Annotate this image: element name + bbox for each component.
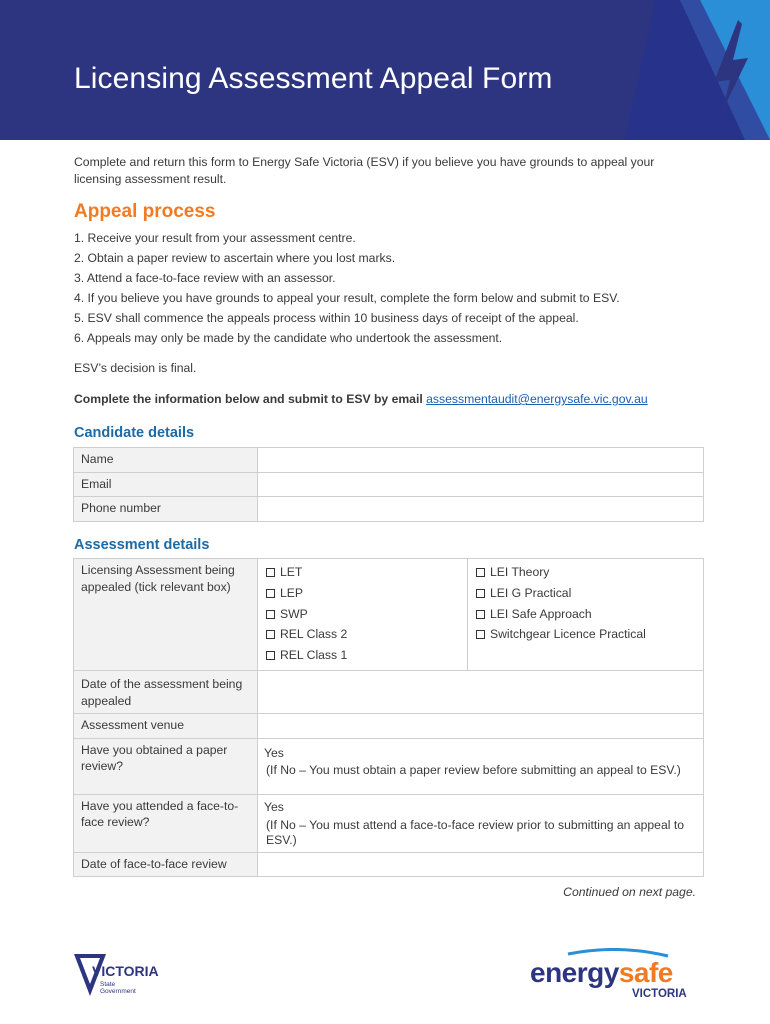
checkbox-icon[interactable] [476,568,485,577]
checkbox-lei-safe-approach[interactable] [476,606,703,627]
victoria-state-government-logo [74,952,164,1000]
list-item: 1. Receive your result from your assessment centre. [74,231,356,245]
face-to-face-date-field[interactable] [258,852,704,877]
assessment-details-heading: Assessment details [74,537,210,553]
table-row [74,559,704,671]
checkbox-icon[interactable] [476,630,485,639]
checkbox-label: LEI Theory [490,565,550,579]
paper-review-yes[interactable]: Yes [264,745,284,760]
checkbox-icon[interactable] [476,610,485,619]
assessment-details-table [73,558,704,877]
options-left-column [258,559,468,670]
checkbox-icon[interactable] [266,630,275,639]
table-row [74,714,704,739]
final-decision-note: ESV’s decision is final. [74,361,197,375]
list-item: 2. Obtain a paper review to ascertain where you lost marks. [74,251,396,265]
checkbox-icon[interactable] [266,568,275,577]
face-to-face-note: (If No – You must attend a face-to-face review prior to submitting an appeal to ESV.) [266,817,684,847]
checkbox-icon[interactable] [476,589,485,598]
email-link[interactable]: assessmentaudit@energysafe.vic.gov.au [426,392,648,406]
checkbox-label: REL Class 1 [280,648,348,663]
list-item: 4. If you believe you have grounds to appeal your result, complete the form below and submit to ESV. [74,291,620,305]
page-title: Licensing Assessment Appeal Form [74,62,553,95]
list-item: 6. Appeals may only be made by the candidate who undertook the assessment. [74,331,503,345]
checkbox-icon[interactable] [266,589,275,598]
victoria-logo-word: VICTORIA [92,963,159,979]
table-row [74,738,704,794]
checkbox-label: SWP [280,606,308,621]
checkbox-swp[interactable] [266,606,467,627]
checkbox-label: LEI Safe Approach [490,606,592,621]
checkbox-label: LEI G Practical [490,585,572,600]
paper-review-label: Have you obtained a paper review? [74,738,258,794]
checkbox-label: Switchgear Licence Practical [490,627,646,642]
submit-instruction-text: Complete the information below and submit to ESV by email [74,392,423,406]
energysafe-logo-sub: VICTORIA [632,988,687,1000]
checkbox-icon[interactable] [266,651,275,660]
checkbox-lei-g-practical[interactable] [476,585,703,606]
licensing-assessment-label: Licensing Assessment being appealed (tick relevant box) [74,559,258,671]
licensing-assessment-options [258,559,704,671]
checkbox-let[interactable] [266,564,467,585]
candidate-details-table [73,447,704,522]
assessment-venue-label: Assessment venue [74,714,258,739]
checkbox-icon[interactable] [266,610,275,619]
candidate-details-heading: Candidate details [74,425,195,441]
table-row [74,497,704,522]
checkbox-lep[interactable] [266,585,467,606]
options-right-column [468,559,703,670]
checkbox-label: LET [280,565,303,579]
paper-review-note: (If No – You must obtain a paper review before submitting an appeal to ESV.) [266,762,681,777]
paper-review-answer[interactable] [258,738,704,794]
checkbox-label: LEP [280,585,304,600]
assessment-date-label: Date of the assessment being appealed [74,671,258,714]
page-header [0,0,770,140]
email-field[interactable] [258,472,704,497]
table-row [74,472,704,497]
victoria-logo-sub2: Government [100,988,136,995]
checkbox-lei-theory[interactable] [476,564,703,585]
continued-note: Continued on next page. [563,885,696,899]
energy-safe-victoria-logo [528,948,700,1002]
phone-field[interactable] [258,497,704,522]
face-to-face-answer[interactable] [258,794,704,852]
checkbox-label: REL Class 2 [280,627,348,642]
submit-instruction [74,392,648,406]
email-label: Email [74,472,258,497]
face-to-face-yes[interactable]: Yes [264,799,284,814]
phone-label: Phone number [74,497,258,522]
face-to-face-date-label: Date of face-to-face review [74,852,258,877]
table-row [74,852,704,877]
intro-text: Complete and return this form to Energy Safe Victoria (ESV) if you believe you have grounds to appeal your licensing assessment result. [74,155,655,186]
energysafe-wordmark: energysafe [530,957,673,988]
list-item: 5. ESV shall commence the appeals process within 10 business days of receipt of the appeal. [74,311,579,325]
table-row [74,448,704,473]
table-row [74,671,704,714]
checkbox-rel-class-2[interactable] [266,626,467,647]
checkbox-switchgear-licence-practical[interactable] [476,626,703,647]
appeal-process-heading: Appeal process [74,201,216,222]
assessment-date-field[interactable] [258,671,704,714]
assessment-venue-field[interactable] [258,714,704,739]
checkbox-rel-class-1[interactable] [266,647,467,668]
table-row [74,794,704,852]
list-item: 3. Attend a face-to-face review with an assessor. [74,271,336,285]
name-label: Name [74,448,258,473]
victoria-logo-sub1: State [100,981,116,988]
name-field[interactable] [258,448,704,473]
appeal-steps-list [74,230,620,350]
face-to-face-label: Have you attended a face-to-face review? [74,794,258,852]
